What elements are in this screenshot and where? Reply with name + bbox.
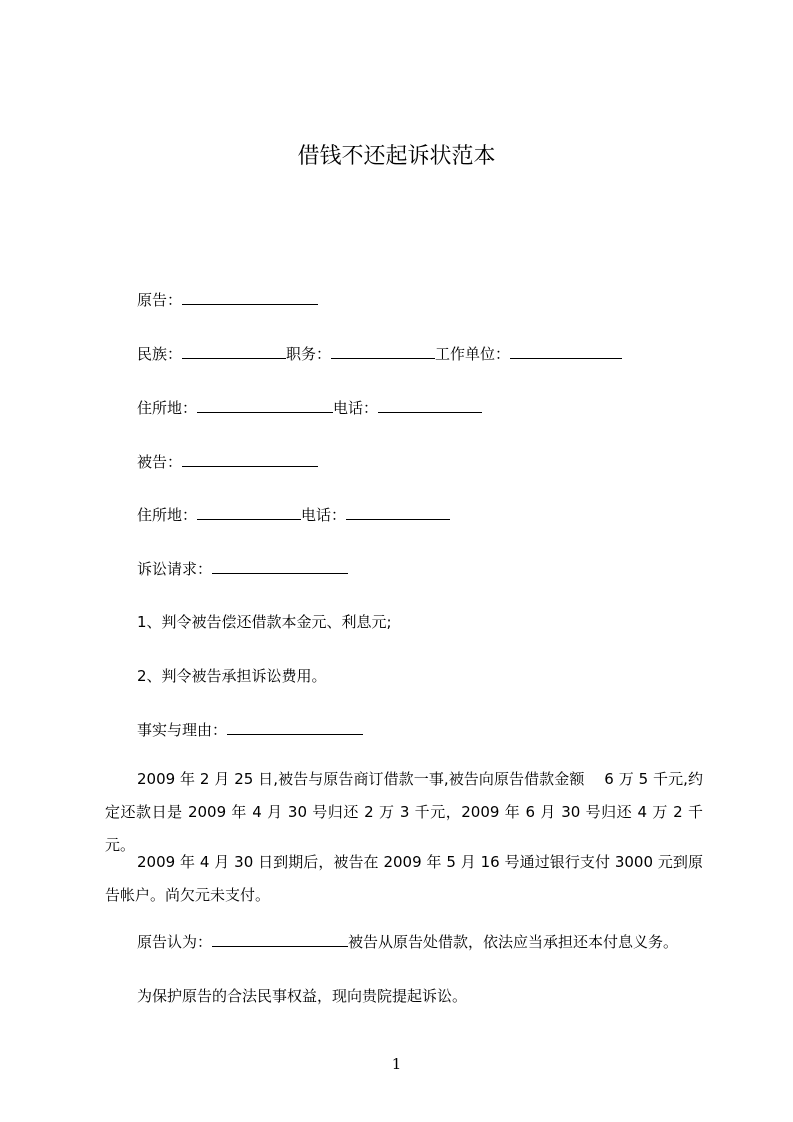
claims-line bbox=[137, 559, 348, 579]
document-title: 借钱不还起诉状范本 bbox=[297, 144, 496, 169]
address1-blank bbox=[197, 398, 333, 413]
facts-label: 事实与理由： bbox=[137, 721, 228, 739]
address-line-1 bbox=[137, 398, 482, 418]
address-line-2 bbox=[137, 505, 450, 525]
phone2-blank bbox=[346, 505, 450, 520]
closing-statement: 为保护原告的合法民事权益，现向贵院提起诉讼。 bbox=[137, 987, 468, 1005]
claim-item-1: 1、判令被告偿还借款本金元、利息元; bbox=[137, 613, 392, 631]
ethnicity-label: 民族： bbox=[137, 345, 183, 363]
claims-label: 诉讼请求： bbox=[137, 560, 213, 578]
address1-label: 住所地： bbox=[137, 399, 198, 417]
phone2-label: 电话： bbox=[301, 506, 347, 524]
workplace-blank bbox=[510, 344, 622, 359]
position-blank bbox=[331, 344, 435, 359]
defendant-blank bbox=[182, 452, 318, 467]
facts-paragraph-2: 2009 年 4 月 30 日到期后，被告在 2009 年 5 月 16 号通过银行支付 3000 元到原告帐户。尚欠元未支付。 bbox=[105, 853, 703, 904]
opinion-suffix: 被告从原告处借款，依法应当承担还本付息义务。 bbox=[348, 933, 679, 951]
phone1-blank bbox=[378, 398, 482, 413]
phone1-label: 电话： bbox=[333, 399, 379, 417]
opinion-prefix: 原告认为： bbox=[137, 933, 213, 951]
claims-blank bbox=[212, 559, 348, 574]
ethnicity-line bbox=[137, 344, 622, 364]
ethnicity-blank bbox=[182, 344, 286, 359]
defendant-line bbox=[137, 452, 318, 472]
address2-blank bbox=[197, 505, 301, 520]
defendant-label: 被告： bbox=[137, 453, 183, 471]
opinion-blank bbox=[212, 932, 348, 947]
address2-label: 住所地： bbox=[137, 506, 198, 524]
position-label: 职务： bbox=[286, 345, 332, 363]
plaintiff-line bbox=[137, 290, 318, 310]
facts-line bbox=[137, 720, 363, 740]
workplace-label: 工作单位： bbox=[435, 345, 511, 363]
page-number: 1 bbox=[391, 1055, 402, 1073]
facts-blank bbox=[227, 720, 363, 735]
plaintiff-label: 原告： bbox=[137, 291, 183, 309]
facts-paragraph-1: 2009 年 2 月 25 日,被告与原告商订借款一事,被告向原告借款金额 6 万 5 千元,约定还款日是 2009 年 4 月 30 号归还 2 万 3 千元，2009 年 6 月 30 号归还 4 万 2 千元。 bbox=[105, 770, 703, 854]
claim-item-2: 2、判令被告承担诉讼费用。 bbox=[137, 667, 327, 685]
opinion-line bbox=[137, 932, 678, 952]
plaintiff-blank bbox=[182, 290, 318, 305]
